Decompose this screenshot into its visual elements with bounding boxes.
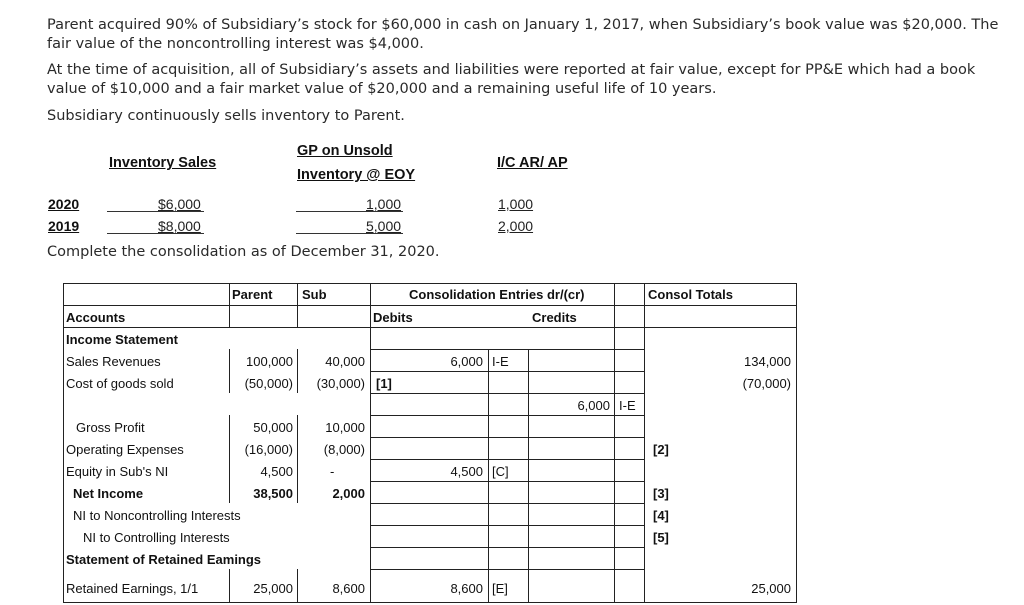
label-net-income: Net Income xyxy=(73,486,144,501)
debit-sales: 6,000 xyxy=(450,354,483,369)
section-retained-earnings: Statement of Retained Eamings xyxy=(66,552,262,567)
label-sales-revenues: Sales Revenues xyxy=(66,354,161,369)
credit-ref: I-E xyxy=(619,398,636,413)
header-gp-line1: GP on Unsold xyxy=(297,143,393,159)
marker-3: [3] xyxy=(653,486,669,501)
parent-gross-profit: 50,000 xyxy=(253,420,293,435)
total-sales: 134,000 xyxy=(744,354,791,369)
section-income-statement: Income Statement xyxy=(66,332,178,347)
marker-5: [5] xyxy=(653,530,669,545)
consolidation-worksheet xyxy=(63,283,797,605)
header-accounts: Accounts xyxy=(66,310,126,325)
icar-2019: 2,000 xyxy=(498,218,534,234)
header-parent: Parent xyxy=(232,287,273,302)
sub-gross-profit: 10,000 xyxy=(325,420,365,435)
total-retained-earnings: 25,000 xyxy=(751,581,791,596)
instruction: Complete the consolidation as of December 31, 2020. xyxy=(47,244,440,260)
parent-operating-expenses: (16,000) xyxy=(244,442,293,457)
total-cogs: (70,000) xyxy=(742,376,791,391)
sub-retained-earnings: 8,600 xyxy=(332,581,365,596)
debit-retained-earnings: 8,600 xyxy=(450,581,483,596)
parent-retained-earnings: 25,000 xyxy=(253,581,293,596)
label-equity-in-sub-ni: Equity in Sub's NI xyxy=(66,464,169,479)
gp-2019: 5,000 xyxy=(366,218,402,234)
label-cost-of-goods-sold: Cost of goods sold xyxy=(66,376,174,391)
header-sub: Sub xyxy=(302,287,327,302)
label-ni-noncontrolling: NI to Noncontrolling Interests xyxy=(73,508,241,523)
label-operating-expenses: Operating Expenses xyxy=(66,442,184,457)
sub-net-income: 2,000 xyxy=(332,486,365,501)
debit-retained-earnings-ref: [E] xyxy=(492,581,508,596)
header-inventory-sales: Inventory Sales xyxy=(109,155,217,171)
intro-paragraph-3: Subsidiary continuously sells inventory to Parent. xyxy=(47,108,405,124)
sales-2020: $6,000 xyxy=(158,196,201,212)
credit-amount: 6,000 xyxy=(577,398,610,413)
marker-4: [4] xyxy=(653,508,669,523)
sub-equity-in-sub-ni: - xyxy=(330,464,335,479)
header-gp-line2: Inventory @ EOY xyxy=(297,167,416,183)
icar-2020: 1,000 xyxy=(498,196,534,212)
year-2019: 2019 xyxy=(48,218,80,234)
header-consolidation: Consolidation Entries dr/(cr) xyxy=(409,287,585,302)
parent-cogs: (50,000) xyxy=(244,376,293,391)
sub-cogs: (30,000) xyxy=(316,376,365,391)
header-icar: I/C AR/ AP xyxy=(497,155,568,171)
label-retained-earnings: Retained Earnings, 1/1 xyxy=(66,581,199,596)
year-2020: 2020 xyxy=(48,196,80,212)
marker-2: [2] xyxy=(653,442,669,457)
header-debits: Debits xyxy=(373,310,413,325)
debit-equity-ref: [C] xyxy=(492,464,509,479)
label-gross-profit: Gross Profit xyxy=(76,420,145,435)
intro-paragraph-1: Parent acquired 90% of Subsidiary’s stock for $60,000 in cash on January 1, 2017, when Subsidiary’s book value was $20,000. The fair value of the noncontrolling interest was $4,000. xyxy=(47,17,999,52)
gp-2020: 1,000 xyxy=(366,196,402,212)
marker-1: [1] xyxy=(376,376,392,391)
sales-2019: $8,000 xyxy=(158,218,201,234)
label-ni-controlling: NI to Controlling Interests xyxy=(83,530,230,545)
intro-paragraph-2: At the time of acquisition, all of Subsidiary’s assets and liabilities were reported at fair value, except for PP&E which had a book value of $10,000 and a fair market value of $20,000 and a remaining useful life of 10 years. xyxy=(47,62,976,97)
sub-operating-expenses: (8,000) xyxy=(323,442,365,457)
header-consol-totals: Consol Totals xyxy=(648,287,733,302)
debit-sales-ref: I-E xyxy=(492,354,509,369)
debit-equity: 4,500 xyxy=(450,464,483,479)
parent-net-income: 38,500 xyxy=(253,486,293,501)
parent-equity-in-sub-ni: 4,500 xyxy=(260,464,293,479)
sub-sales: 40,000 xyxy=(325,354,365,369)
parent-sales: 100,000 xyxy=(246,354,293,369)
header-credits: Credits xyxy=(532,310,577,325)
